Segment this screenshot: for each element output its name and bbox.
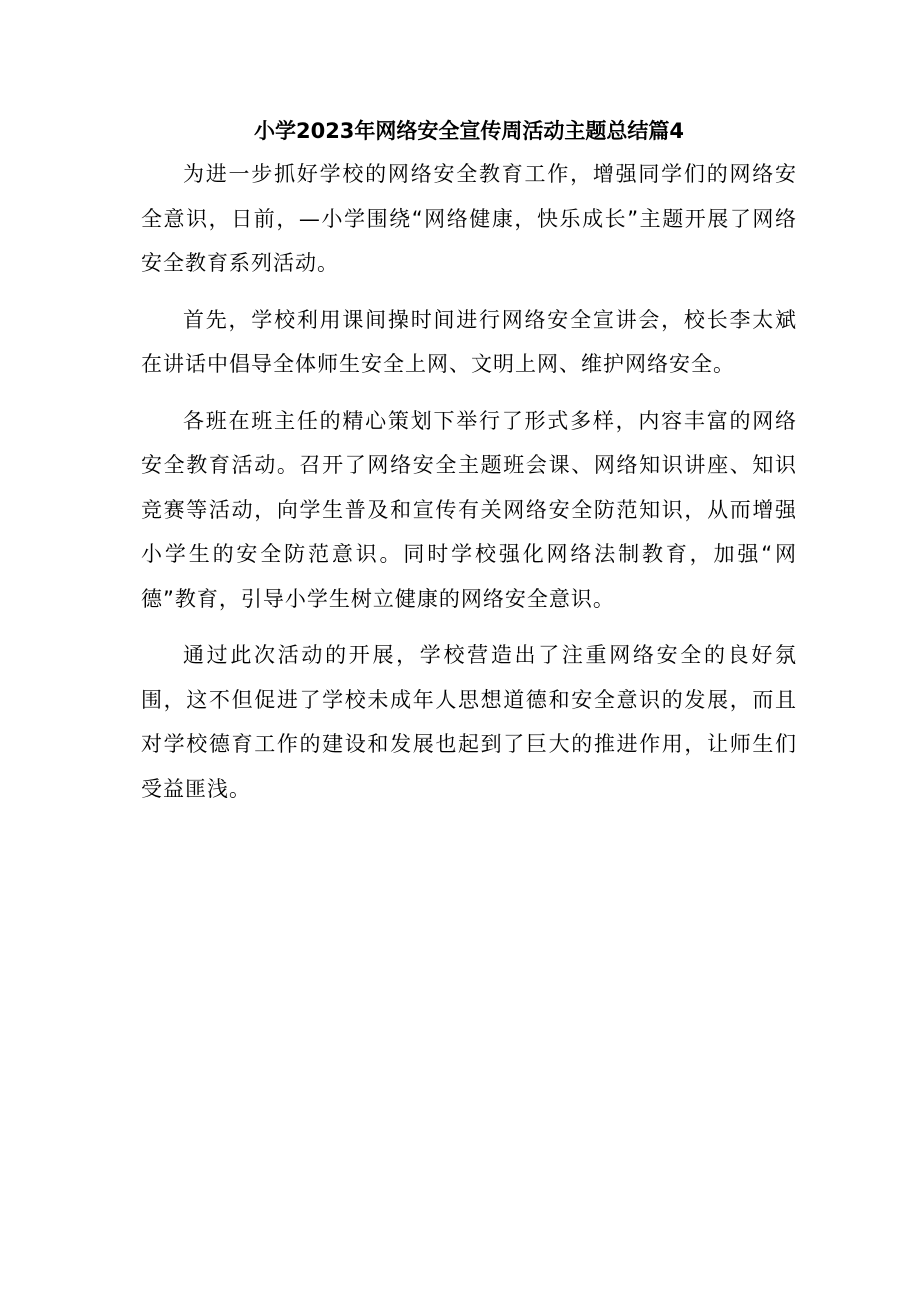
paragraph-4: 通过此次活动的开展，学校营造出了注重网络安全的良好氛围，这不但促进了学校未成年人思想道德和安全意识的发展，而且对学校德育工作的建设和发展也起到了巨大的推进作用，让师生们受益匪浅。 <box>141 643 797 801</box>
paragraph-1: 为进一步抓好学校的网络安全教育工作，增强同学们的网络安全意识，日前，—小学围绕“网络健康，快乐成长”主题开展了网络安全教育系列活动。 <box>141 162 797 275</box>
document-body <box>141 110 797 823</box>
paragraph-3: 各班在班主任的精心策划下举行了形式多样，内容丰富的网络安全教育活动。召开了网络安全主题班会课、网络知识讲座、知识竞赛等活动，向学生普及和宣传有关网络安全防范知识，从而增强小学生的安全防范意识。同时学校强化网络法制教育，加强“网德”教育，引导小学生树立健康的网络安全意识。 <box>141 408 797 611</box>
document-title: 小学2023年网络安全宣传周活动主题总结篇4 <box>253 119 685 143</box>
paragraph-2: 首先，学校利用课间操时间进行网络安全宣讲会，校长李太斌在讲话中倡导全体师生安全上网、文明上网、维护网络安全。 <box>141 307 797 376</box>
